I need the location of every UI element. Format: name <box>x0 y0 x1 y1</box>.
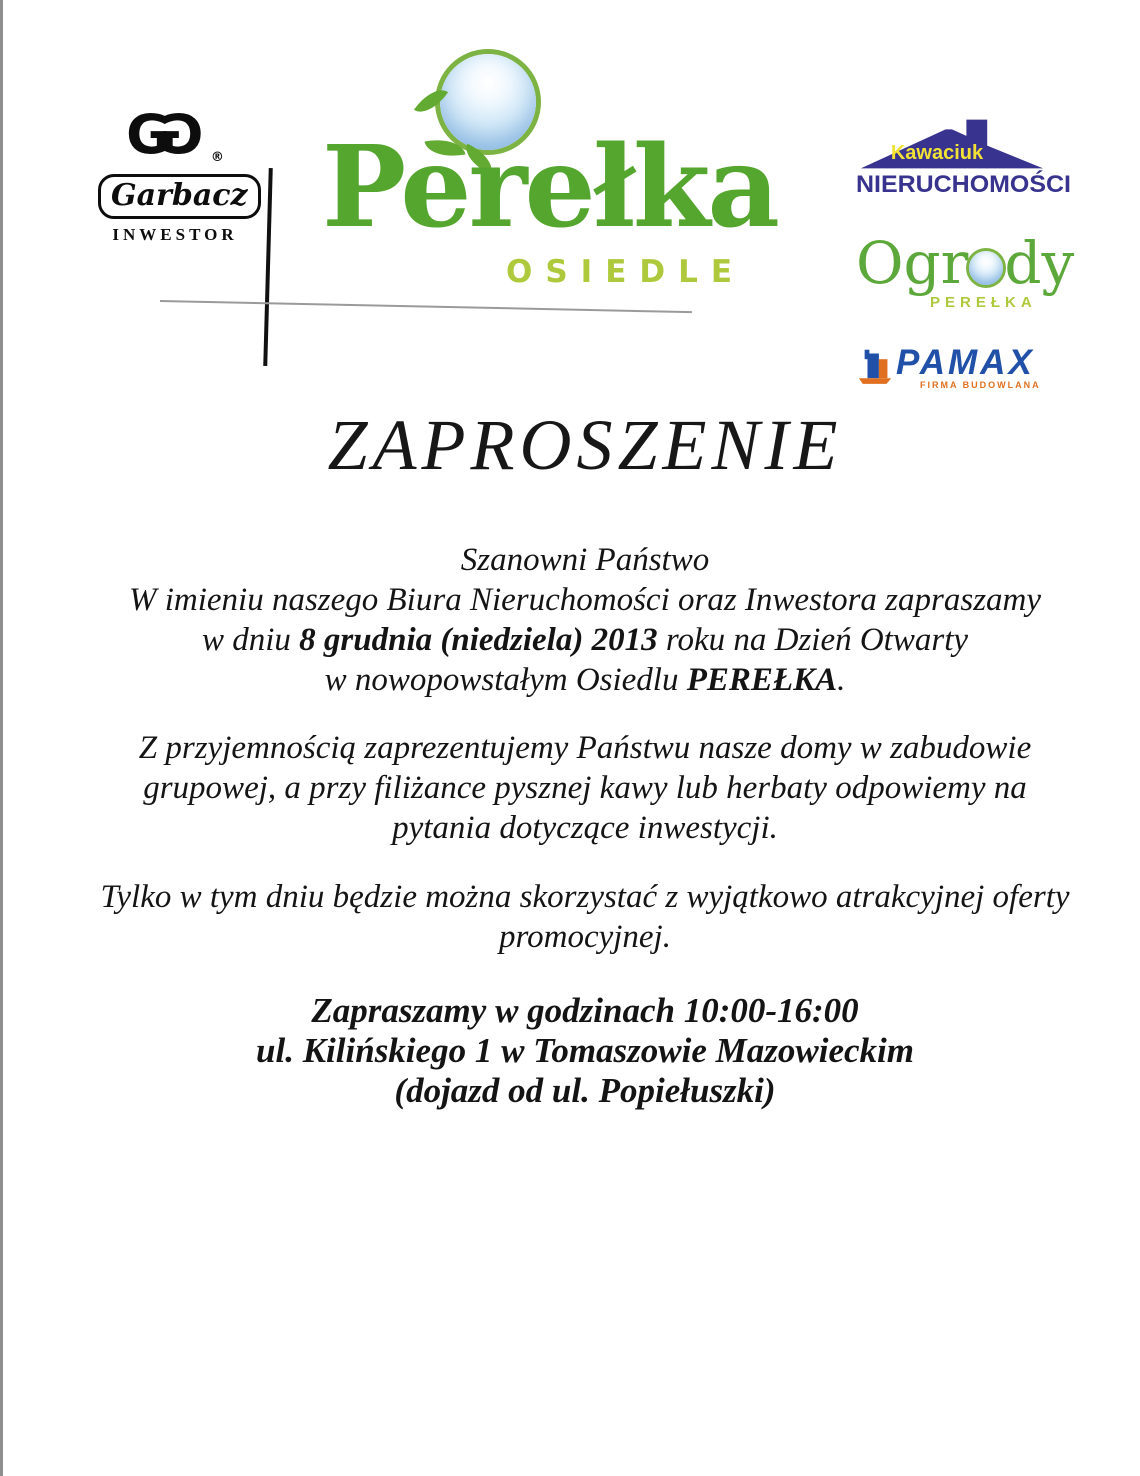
vertical-divider <box>263 168 273 366</box>
intro-line-2: w dniu 8 grudnia (niedziela) 2013 roku na Dzień Otwarty <box>201 622 969 659</box>
pamax-subtitle: FIRMA BUDOWLANA <box>920 380 1041 390</box>
kawaciuk-wordmark: Kawaciuk <box>890 142 984 164</box>
intro-line-3: w nowopowstałym Osiedlu PEREŁKA. <box>324 662 846 699</box>
garbacz-monogram-icon <box>98 103 252 166</box>
promo-line-1: Tylko w tym dniu będzie można skorzystać z wyjątkowo atrakcyjnej oferty <box>100 879 1070 916</box>
page-title: ZAPROSZENIE <box>327 405 843 485</box>
leaf-icon <box>414 82 448 120</box>
garbacz-logo <box>98 103 252 245</box>
ogrody-subtitle: PEREŁKA <box>930 294 1037 311</box>
intro-paragraph <box>30 580 1140 700</box>
event-date: 8 grudnia (niedziela) 2013 <box>299 622 658 659</box>
ogrody-wordmark-suffix: dy <box>1004 229 1075 297</box>
garbacz-monogram-letter: G <box>126 103 165 166</box>
perelka-wordmark: Perełka <box>322 122 777 253</box>
garbacz-monogram-letter-mirrored: G <box>164 103 203 166</box>
kawaciuk-subtitle: NIERUCHOMOŚCI <box>856 171 1071 198</box>
estate-name: PEREŁKA <box>686 662 838 699</box>
opening-hours: Zapraszamy w godzinach 10:00-16:00 <box>311 991 859 1031</box>
body-paragraph <box>30 728 1140 848</box>
buildings-icon <box>858 344 896 386</box>
salutation: Szanowni Państwo <box>460 542 710 579</box>
intro-line-1: W imieniu naszego Biura Nieruchomości oraz Inwestora zapraszamy <box>128 582 1042 619</box>
promo-line-2: promocyjnej. <box>499 919 671 956</box>
garbacz-subtitle: INWESTOR <box>112 225 238 244</box>
body-line-1: Z przyjemnością zaprezentujemy Państwu nasze domy w zabudowie <box>138 730 1032 767</box>
pamax-wordmark: PAMAX <box>896 343 1035 382</box>
perelka-logo <box>322 46 777 296</box>
body-line-2: grupowej, a przy filiżance pysznej kawy lub herbaty odpowiemy na <box>143 770 1027 807</box>
directions: (dojazd od ul. Popiełuszki) <box>394 1071 776 1111</box>
header-logos <box>0 0 1140 400</box>
garbacz-wordmark: Garbacz <box>98 174 261 219</box>
body-line-3: pytania dotyczące inwestycji. <box>392 810 778 847</box>
kawaciuk-logo <box>856 118 1071 199</box>
promo-paragraph <box>30 877 1140 957</box>
house-roof-icon <box>856 118 1048 170</box>
ogrody-wordmark-prefix: Ogr <box>856 229 969 297</box>
registered-trademark-icon: ® <box>210 150 224 165</box>
invitation-content <box>0 400 1140 1111</box>
address: ul. Kilińskiego 1 w Tomaszowie Mazowieckim <box>256 1031 914 1071</box>
ogrody-wordmark <box>856 229 1075 297</box>
pamax-logo <box>858 344 1058 390</box>
pearl-icon <box>969 251 1003 285</box>
ogrody-logo <box>856 229 1075 311</box>
horizontal-divider <box>160 300 692 313</box>
perelka-subtitle: OSIEDLE <box>506 254 746 290</box>
visit-details <box>30 991 1140 1111</box>
